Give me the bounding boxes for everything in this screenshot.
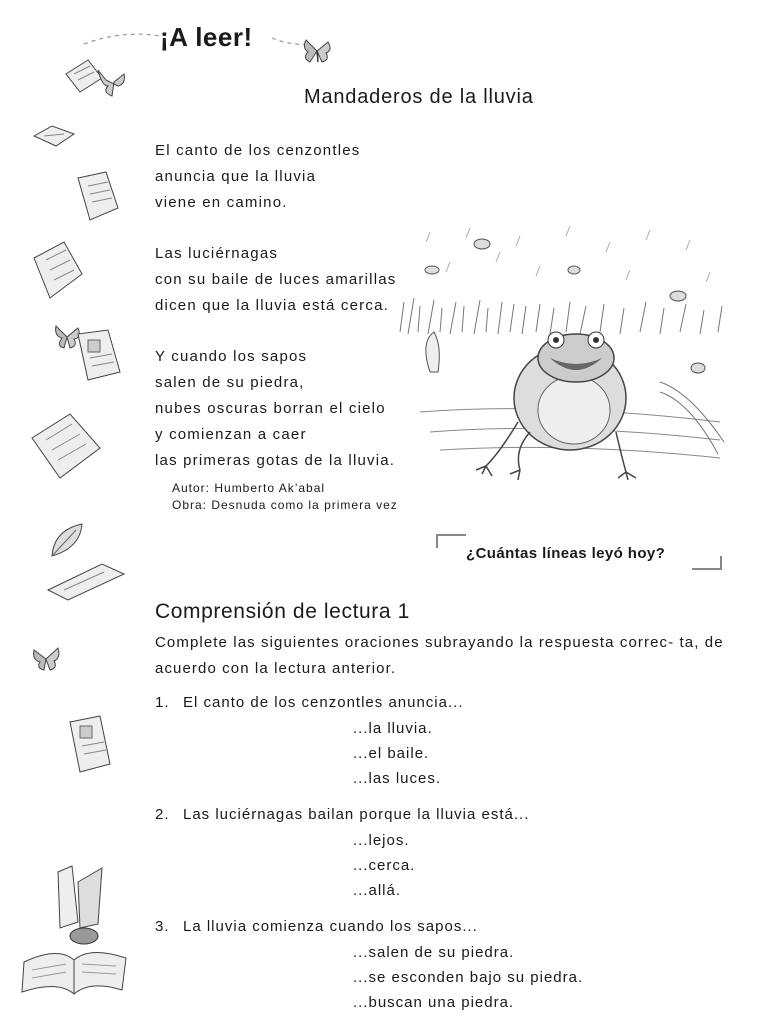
poem-line: las primeras gotas de la lluvia. bbox=[155, 452, 396, 469]
poem-line: nubes oscuras borran el cielo bbox=[155, 400, 386, 417]
poem-line: salen de su piedra, bbox=[155, 374, 305, 391]
leaf-icon bbox=[46, 520, 88, 560]
poem-line: Las luciérnagas bbox=[155, 245, 279, 262]
flying-paper-icon bbox=[24, 408, 108, 484]
poem-author: Autor: Humberto Ak’abal bbox=[172, 481, 326, 495]
frog-illustration bbox=[390, 222, 730, 484]
section-header-title: ¡A leer! bbox=[160, 22, 253, 52]
butterfly-icon bbox=[30, 644, 62, 674]
question-number: 3. bbox=[155, 918, 170, 935]
flying-paper-icon bbox=[44, 560, 128, 602]
stanza-3 bbox=[155, 344, 395, 474]
poem-line: viene en camino. bbox=[155, 194, 288, 211]
question-text: La lluvia comienza cuando los sapos... bbox=[183, 918, 478, 935]
comprehension-instructions: Complete las siguientes oraciones subrayando la respuesta correc- ta, de acuerdo con la lectura anterior. bbox=[155, 634, 724, 677]
answer-option[interactable]: ...se esconden bajo su piedra. bbox=[353, 969, 584, 986]
box-corner-bracket bbox=[436, 534, 466, 548]
lines-read-box bbox=[436, 534, 722, 570]
flying-paper-icon bbox=[64, 712, 116, 776]
question-number: 2. bbox=[155, 806, 170, 823]
open-book-icon bbox=[18, 862, 130, 1002]
stanza-1 bbox=[155, 138, 360, 216]
lines-read-prompt: ¿Cuántas líneas leyó hoy? bbox=[466, 545, 666, 562]
answer-option[interactable]: ...allá. bbox=[353, 882, 402, 899]
question-text: El canto de los cenzontles anuncia... bbox=[183, 694, 464, 711]
flying-paper-icon bbox=[72, 168, 124, 226]
poem-line: dicen que la lluvia está cerca. bbox=[155, 297, 389, 314]
flying-paper-icon bbox=[30, 122, 80, 150]
poem-line: Y cuando los sapos bbox=[155, 348, 308, 365]
question-text: Las luciérnagas bailan porque la lluvia está... bbox=[183, 806, 530, 823]
question-1 bbox=[155, 694, 464, 711]
flying-paper-icon bbox=[28, 238, 88, 304]
question-2 bbox=[155, 806, 529, 823]
answer-option[interactable]: ...cerca. bbox=[353, 857, 416, 874]
flying-paper-icon bbox=[62, 56, 128, 100]
poem-work: Obra: Desnuda como la primera vez bbox=[172, 498, 398, 512]
answer-option[interactable]: ...salen de su piedra. bbox=[353, 944, 515, 961]
answer-option[interactable]: ...buscan una piedra. bbox=[353, 994, 515, 1011]
flying-paper-icon bbox=[68, 326, 126, 386]
comprehension-title: Comprensión de lectura 1 bbox=[155, 600, 410, 623]
answer-option[interactable]: ...las luces. bbox=[353, 770, 442, 787]
butterfly-icon bbox=[300, 36, 334, 66]
poem-line: y comienzan a caer bbox=[155, 426, 307, 443]
question-3 bbox=[155, 918, 478, 935]
answer-option[interactable]: ...el baile. bbox=[353, 745, 430, 762]
answer-option[interactable]: ...la lluvia. bbox=[353, 720, 433, 737]
stanza-2 bbox=[155, 241, 396, 319]
poem-line: anuncia que la lluvia bbox=[155, 168, 317, 185]
answer-option[interactable]: ...lejos. bbox=[353, 832, 410, 849]
poem-line: El canto de los cenzontles bbox=[155, 142, 361, 159]
question-number: 1. bbox=[155, 694, 170, 711]
poem-title: Mandaderos de la lluvia bbox=[304, 86, 534, 108]
poem-line: con su baile de luces amarillas bbox=[155, 271, 397, 288]
box-corner-bracket bbox=[692, 556, 722, 570]
